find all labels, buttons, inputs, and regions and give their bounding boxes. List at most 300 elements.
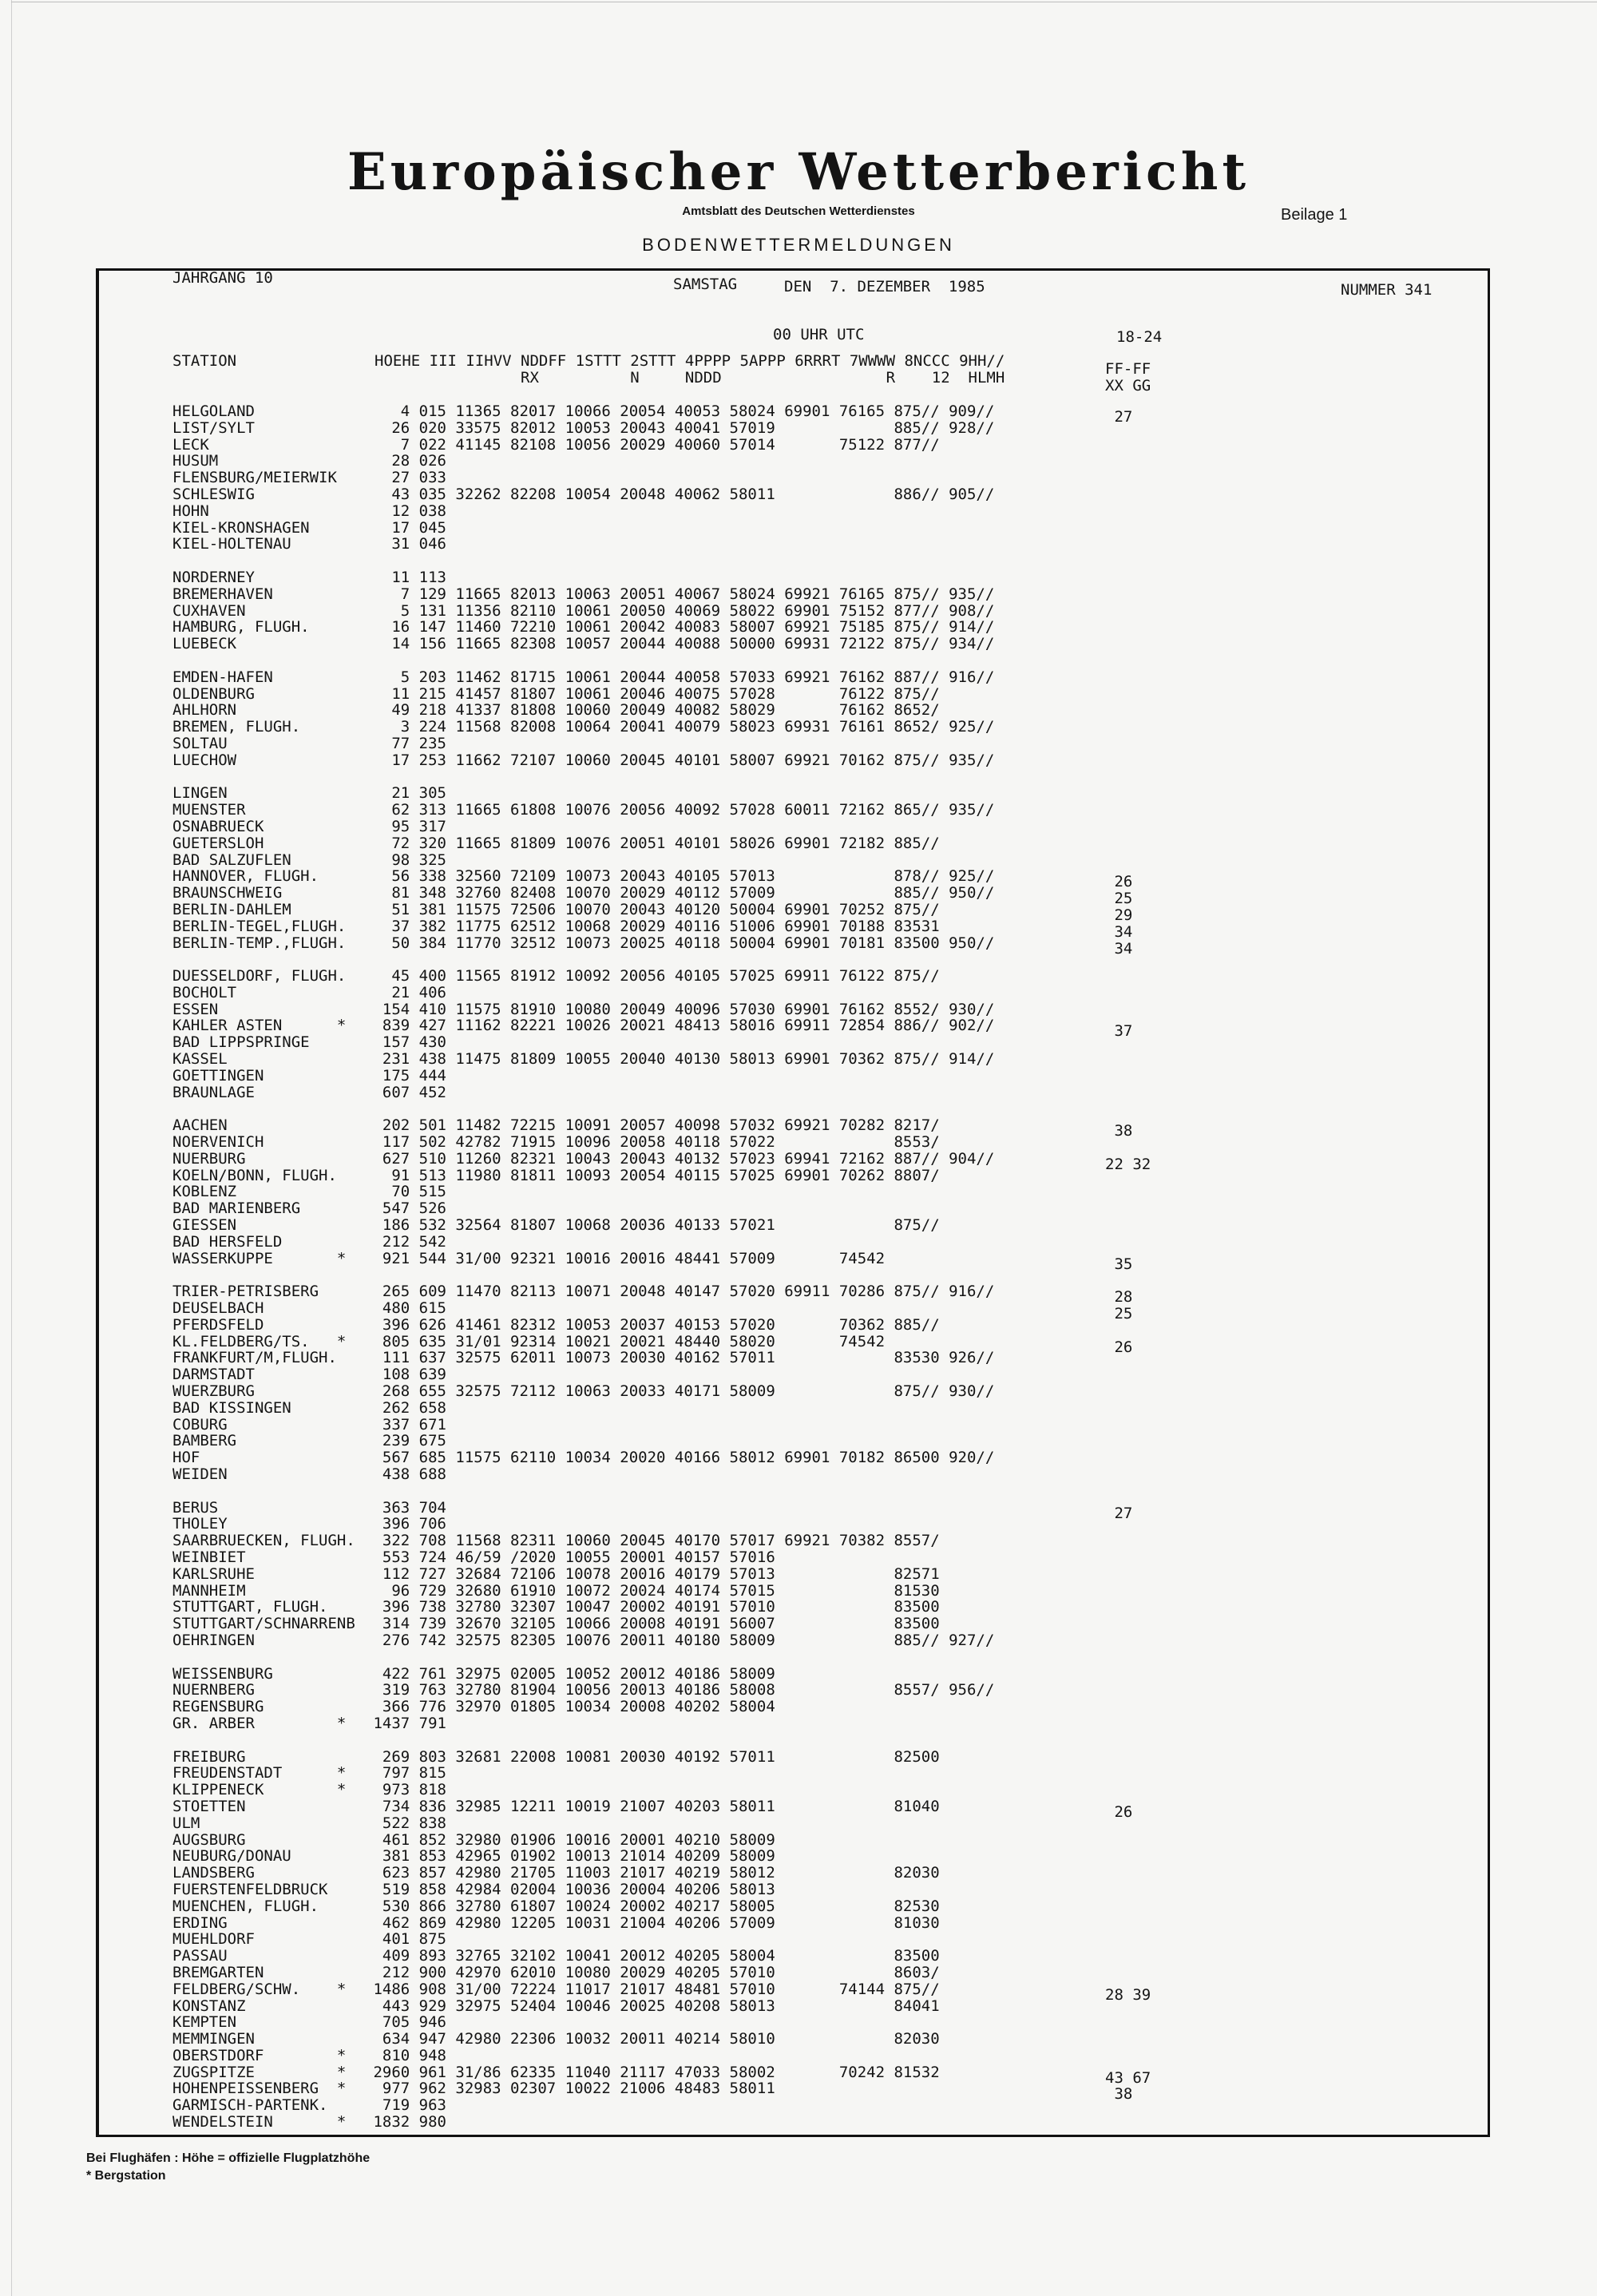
station-extra: [1105, 1687, 1169, 1704]
station-name: MANNHEIM: [172, 1581, 246, 1600]
station-name: BAD MARIENBERG: [172, 1200, 301, 1218]
station-extra: 27: [1105, 408, 1133, 426]
station-data: 27 033: [364, 469, 446, 487]
station-name: BAD KISSINGEN: [172, 1398, 291, 1417]
station-name: [172, 652, 364, 669]
station-name: PASSAU: [172, 1947, 228, 1965]
station-data: 1437 791: [364, 1714, 446, 1732]
station-name: GIESSEN: [172, 1216, 237, 1235]
station-name: NUERNBERG: [172, 1681, 255, 1699]
station-data: 314 739 32670 32105 10066 20008 40191 56007 83500: [364, 1615, 940, 1633]
station-data: 49 218 41337 81808 10060 20049 40082 58029 76162 8652/: [364, 701, 940, 720]
station-extra: [1105, 2103, 1169, 2120]
station-column-header: STATION: [172, 352, 237, 370]
station-extra: [1105, 1489, 1169, 1505]
extra-columns-header-line1: FF-FF: [1105, 360, 1151, 378]
station-name: BRAUNSCHWEIG: [172, 884, 283, 902]
station-extra: [1105, 2020, 1169, 2036]
station-name: CUXHAVEN: [172, 601, 246, 620]
station-data: 31 046: [364, 535, 446, 553]
station-data: 1486 908 31/00 72224 11017 21017 48481 57010 74144 875//: [364, 1980, 940, 1998]
station-data: 62 313 11665 61808 10076 20056 40092 57028 60011 72162 865// 935//: [364, 801, 995, 819]
station-data: [364, 951, 1103, 968]
mountain-station-footnote: * Bergstation: [86, 2169, 166, 2183]
station-data: 11 215 41457 81807 10061 20046 40075 57028 76122 875//: [364, 684, 940, 703]
station-data: 810 948: [364, 2046, 446, 2064]
station-name: COBURG: [172, 1415, 228, 1434]
station-name-column: [172, 403, 364, 2131]
station-data: 21 305: [364, 784, 446, 803]
station-data: 72 320 11665 81809 10076 20051 40101 58026 69901 72182 885//: [364, 834, 940, 852]
station-name: HELGOLAND: [172, 402, 255, 420]
station-name: FELDBERG/SCHW. *: [172, 1980, 347, 1998]
station-name: [172, 1732, 364, 1749]
station-extra: [1105, 1007, 1169, 1024]
station-data: 547 526: [364, 1200, 446, 1218]
station-name: KAHLER ASTEN *: [172, 1017, 347, 1035]
station-extra: [1105, 1854, 1169, 1870]
station-name: ESSEN: [172, 1000, 219, 1018]
station-data: 231 438 11475 81809 10055 20040 40130 58013 69901 70362 875// 914//: [364, 1050, 995, 1069]
date-label: DEN 7. DEZEMBER 1985: [784, 278, 985, 295]
station-data: 262 658: [364, 1398, 446, 1417]
station-extra: [1105, 841, 1169, 858]
station-name: FREUDENSTADT *: [172, 1764, 347, 1782]
station-extra: [1105, 658, 1169, 675]
station-extra: [1105, 758, 1169, 775]
station-data: [364, 1649, 1103, 1666]
station-extra: [1105, 1106, 1169, 1123]
station-name: BERLIN-TEMP.,FLUGH.: [172, 934, 347, 952]
station-name: LECK: [172, 435, 209, 454]
station-data: 401 875: [364, 1930, 446, 1949]
station-data: 7 129 11665 82013 10063 20051 40067 58024 69921 76165 875// 935//: [364, 585, 995, 603]
binding-edge: [0, 0, 12, 2296]
station-name: DARMSTADT: [172, 1366, 255, 1384]
station-name: LIST/SYLT: [172, 418, 255, 437]
station-extra: [1105, 1604, 1169, 1621]
station-data: 797 815: [364, 1764, 446, 1782]
station-extra: [1105, 741, 1169, 758]
station-extra: [1105, 509, 1169, 525]
station-data: 839 427 11162 82221 10026 20021 48413 58016 69911 72854 886// 902//: [364, 1017, 995, 1035]
station-name: HOHN: [172, 502, 209, 520]
station-data: [364, 1100, 1103, 1117]
station-name: LUECHOW: [172, 751, 237, 769]
station-extra: [1105, 475, 1169, 492]
station-data: 396 738 32780 32307 10047 20002 40191 57010 83500: [364, 1598, 940, 1616]
station-extra: [1105, 2120, 1169, 2136]
station-name: KASSEL: [172, 1050, 228, 1069]
station-data: 157 430: [364, 1033, 446, 1052]
station-data: [364, 1483, 1103, 1500]
station-name: SOLTAU: [172, 734, 228, 752]
station-data: 91 513 11980 81811 10093 20054 40115 57025 69901 70262 8807/: [364, 1166, 940, 1184]
station-name: [172, 1100, 364, 1117]
station-name: BAD HERSFELD: [172, 1232, 283, 1251]
station-name: STUTTGART, FLUGH.: [172, 1598, 328, 1616]
station-extra: [1105, 1455, 1169, 1472]
station-extra: [1105, 1621, 1169, 1638]
station-name: BRAUNLAGE: [172, 1083, 255, 1101]
station-data: 553 724 46/59 /2020 10055 20001 40157 57016: [364, 1548, 775, 1566]
station-name: KLIPPENECK *: [172, 1781, 347, 1799]
station-name: ULM: [172, 1814, 200, 1832]
station-name: BREMEN, FLUGH.: [172, 718, 301, 736]
station-data: 921 544 31/00 92321 10016 20016 48441 57009 74542: [364, 1249, 886, 1267]
station-extra: [1105, 824, 1169, 841]
station-extra: [1105, 1755, 1169, 1771]
section-heading: BODENWETTERMELDUNGEN: [642, 235, 955, 255]
station-data: 45 400 11565 81912 10092 20056 40105 57025 69911 76122 875//: [364, 967, 940, 985]
station-extra: [1105, 1771, 1169, 1787]
station-extra: 38: [1105, 2085, 1133, 2104]
station-extra: [1105, 442, 1169, 459]
station-name: OEHRINGEN: [172, 1631, 255, 1649]
station-name: FUERSTENFELDBRUCK: [172, 1880, 328, 1898]
station-extra: [1105, 1970, 1169, 1987]
station-extra: [1105, 1937, 1169, 1953]
station-extra: [1105, 858, 1169, 874]
station-extra: [1105, 791, 1169, 807]
station-name: ERDING: [172, 1913, 228, 1932]
station-name: MUENSTER: [172, 801, 246, 819]
station-data: 56 338 32560 72109 10073 20043 40105 57013 878// 925//: [364, 867, 995, 886]
station-name: WEIDEN: [172, 1465, 228, 1483]
station-data: 50 384 11770 32512 10073 20025 40118 50004 69901 70181 83500 950//: [364, 934, 995, 952]
station-name: NOERVENICH: [172, 1133, 264, 1152]
weekday-label: SAMSTAG: [673, 276, 738, 293]
station-data: 623 857 42980 21705 11003 21017 40219 58012 82030: [364, 1864, 940, 1882]
station-data: 112 727 32684 72106 10078 20016 40179 57013 82571: [364, 1564, 940, 1583]
station-extra: [1105, 1355, 1169, 1372]
station-name: KIEL-HOLTENAU: [172, 535, 291, 553]
station-name: LANDSBERG: [172, 1864, 255, 1882]
station-name: [172, 1267, 364, 1283]
station-data: 51 381 11575 72506 10070 20043 40120 50004 69901 70252 875//: [364, 900, 940, 918]
station-extra: [1105, 775, 1169, 791]
station-data: 366 776 32970 01805 10034 20008 40202 58004: [364, 1698, 775, 1716]
station-data: 17 045: [364, 518, 446, 537]
station-extra: 29: [1105, 906, 1133, 924]
station-name: BOCHOLT: [172, 983, 237, 1001]
station-extra: 37: [1105, 1022, 1133, 1041]
station-extra: 35: [1105, 1255, 1133, 1273]
station-name: OBERSTDORF *: [172, 2046, 347, 2064]
station-extra: [1105, 1572, 1169, 1588]
station-data: 2960 961 31/86 62335 11040 21117 47033 58002 70242 81532: [364, 2063, 940, 2081]
station-extra: [1105, 575, 1169, 592]
station-data: 77 235: [364, 734, 446, 752]
station-data: 95 317: [364, 817, 446, 835]
station-extra: [1105, 625, 1169, 641]
station-data: 269 803 32681 22008 10081 20030 40192 57011 82500: [364, 1747, 940, 1766]
station-extra: [1105, 458, 1169, 475]
station-name: KOELN/BONN, FLUGH.: [172, 1166, 337, 1184]
station-extra: [1105, 807, 1169, 824]
station-extra: 27: [1105, 1504, 1133, 1522]
station-data: 5 203 11462 81715 10061 20044 40058 57033 69921 76162 887// 916//: [364, 668, 995, 686]
station-name: NEUBURG/DONAU: [172, 1847, 291, 1866]
station-extra: 26: [1105, 1338, 1133, 1356]
station-extra: [1105, 1322, 1169, 1339]
station-extra: [1105, 1655, 1169, 1671]
publisher-subtitle: Amtsblatt des Deutschen Wetterdienstes: [682, 204, 915, 218]
station-data: 212 542: [364, 1232, 446, 1251]
station-name: REGENSBURG: [172, 1698, 264, 1716]
station-extra: 34: [1105, 922, 1133, 941]
station-extra: [1105, 492, 1169, 509]
station-name: [172, 553, 364, 569]
station-name: NUERBURG: [172, 1149, 246, 1168]
station-data: 96 729 32680 61910 10072 20024 40174 57015 81530: [364, 1581, 940, 1600]
station-name: HAMBURG, FLUGH.: [172, 618, 310, 636]
station-name: WUERZBURG: [172, 1382, 255, 1401]
station-extra: 34: [1105, 939, 1133, 958]
station-name: SCHLESWIG: [172, 485, 255, 503]
station-extra: 26: [1105, 873, 1133, 891]
volume-label: JAHRGANG 10: [172, 269, 273, 287]
station-name: GUETERSLOH: [172, 834, 264, 852]
station-name: AUGSBURG: [172, 1830, 246, 1849]
station-data: [364, 769, 1103, 786]
station-extra: [1105, 592, 1169, 609]
station-extra: 22 32: [1105, 1155, 1151, 1173]
station-data: [364, 1267, 1103, 1283]
station-extra: [1105, 1870, 1169, 1887]
station-data: 154 410 11575 81910 10080 20049 40096 57030 69901 76162 8552/ 930//: [364, 1000, 995, 1018]
station-extra: [1105, 1904, 1169, 1921]
station-extra: [1105, 426, 1169, 442]
station-name: KIEL-KRONSHAGEN: [172, 518, 310, 537]
code-columns-header-line2: RX N NDDD R 12 HLMH: [374, 369, 1005, 387]
station-extra: [1105, 1887, 1169, 1904]
station-extra: [1105, 541, 1169, 558]
station-name: KEMPTEN: [172, 2013, 237, 2032]
station-name: AACHEN: [172, 1116, 228, 1135]
station-name: TRIER-PETRISBERG: [172, 1283, 319, 1301]
extra-period-label: 18-24: [1116, 328, 1163, 346]
station-name: MUEHLDORF: [172, 1930, 255, 1949]
station-extra: [1105, 609, 1169, 625]
station-name: WASSERKUPPE *: [172, 1249, 347, 1267]
supplement-label: Beilage 1: [1281, 206, 1348, 224]
station-data: 973 818: [364, 1781, 446, 1799]
station-name: FREIBURG: [172, 1747, 246, 1766]
station-extra: [1105, 1057, 1169, 1073]
station-name: GOETTINGEN: [172, 1066, 264, 1085]
station-data: 4 015 11365 82017 10066 20054 40053 58024 69901 76165 875// 909//: [364, 402, 995, 420]
station-extra: [1105, 1472, 1169, 1489]
station-extra: [1105, 708, 1169, 724]
station-data: 443 929 32975 52404 10046 20025 40208 58013 84041: [364, 1997, 940, 2015]
station-data: 175 444: [364, 1066, 446, 1085]
station-extra: 26: [1105, 1802, 1133, 1821]
station-extra: [1105, 675, 1169, 692]
station-name: DEUSELBACH: [172, 1299, 264, 1318]
station-name: BAD SALZUFLEN: [172, 851, 291, 869]
station-name: BAD LIPPSPRINGE: [172, 1033, 310, 1052]
station-name: MEMMINGEN: [172, 2030, 255, 2048]
station-data: 268 655 32575 72112 10063 20033 40171 58009 875// 930//: [364, 1382, 995, 1401]
station-name: WEISSENBURG: [172, 1664, 273, 1683]
station-extra: [1105, 2004, 1169, 2020]
station-extra: 25: [1105, 1305, 1133, 1323]
station-name: EMDEN-HAFEN: [172, 668, 273, 686]
station-data: 337 671: [364, 1415, 446, 1434]
station-extra: [1105, 1838, 1169, 1854]
station-name: NORDERNEY: [172, 568, 255, 586]
station-extra: [1105, 1073, 1169, 1090]
station-name: WENDELSTEIN *: [172, 2113, 347, 2131]
station-name: STUTTGART/SCHNARRENB: [172, 1615, 355, 1633]
station-name: LINGEN: [172, 784, 228, 803]
station-data: 530 866 32780 61807 10024 20002 40217 58005 82530: [364, 1897, 940, 1915]
station-extra: [1105, 2036, 1169, 2053]
station-name: BREMGARTEN: [172, 1963, 264, 1981]
station-name: KONSTANZ: [172, 1997, 246, 2015]
station-extra: [1105, 1272, 1169, 1289]
station-data: 16 147 11460 72210 10061 20042 40083 58007 69921 75185 875// 914//: [364, 618, 995, 636]
station-extra: [1105, 1173, 1169, 1190]
station-data: 607 452: [364, 1083, 446, 1101]
station-name: BERLIN-DAHLEM: [172, 900, 291, 918]
station-name: AHLHORN: [172, 701, 237, 720]
station-data: 28 026: [364, 452, 446, 470]
station-data-column: [364, 403, 1103, 2131]
station-extra: [1105, 1521, 1169, 1538]
station-data: 519 858 42984 02004 10036 20004 40206 58013: [364, 1880, 775, 1898]
station-extra: [1105, 1223, 1169, 1239]
airport-footnote: Bei Flughäfen : Höhe = offizielle Flugplatzhöhe: [86, 2151, 371, 2165]
station-extra: [1105, 692, 1169, 708]
station-name: [172, 1649, 364, 1666]
station-data: 202 501 11482 72215 10091 20057 40098 57032 69921 70282 8217/: [364, 1116, 940, 1135]
station-data: 239 675: [364, 1432, 446, 1450]
station-extra: [1105, 1422, 1169, 1439]
station-name: [172, 769, 364, 786]
station-extra: [1105, 641, 1169, 658]
station-data: 111 637 32575 62011 10073 20030 40162 57011 83530 926//: [364, 1349, 995, 1367]
station-extra: [1105, 1090, 1169, 1107]
station-data: 3 224 11568 82008 10064 20041 40079 58023 69931 76161 8652/ 925//: [364, 718, 995, 736]
station-extra: [1105, 1189, 1169, 1206]
station-name: WEINBIET: [172, 1548, 246, 1566]
station-extra: [1105, 1239, 1169, 1256]
station-data: 37 382 11775 62512 10068 20029 40116 51006 69901 70188 83531: [364, 917, 940, 935]
station-name: STOETTEN: [172, 1797, 246, 1815]
station-extra: [1105, 1040, 1169, 1057]
station-name: BAMBERG: [172, 1432, 237, 1450]
extra-columns-header-line2: XX GG: [1105, 377, 1151, 395]
station-data: 14 156 11665 82308 10057 20044 40088 50000 69931 72122 875// 934//: [364, 635, 995, 653]
station-data: 17 253 11662 72107 10060 20045 40101 58007 69921 70162 875// 935//: [364, 751, 995, 769]
station-name: MUENCHEN, FLUGH.: [172, 1897, 319, 1915]
station-data: 21 406: [364, 983, 446, 1001]
station-extra: [1105, 1671, 1169, 1688]
station-data: 276 742 32575 82305 10076 20011 40180 58009 885// 927//: [364, 1631, 995, 1649]
station-name: KARLSRUHE: [172, 1564, 255, 1583]
station-data: 212 900 42970 62010 10080 20029 40205 57010 8603/: [364, 1963, 940, 1981]
station-name: FRANKFURT/M,FLUGH.: [172, 1349, 337, 1367]
station-data: 567 685 11575 62110 10034 20020 40166 58012 69901 70182 86500 920//: [364, 1449, 995, 1467]
station-extra: [1105, 1372, 1169, 1389]
station-data: 319 763 32780 81904 10056 20013 40186 58008 8557/ 956//: [364, 1681, 995, 1699]
station-name: HANNOVER, FLUGH.: [172, 867, 319, 886]
station-name: OSNABRUECK: [172, 817, 264, 835]
code-columns-header-line1: HOEHE III IIHVV NDDFF 1STTT 2STTT 4PPPP 5APPP 6RRRT 7WWWW 8NCCC 9HH//: [374, 352, 1005, 370]
station-extra: [1105, 1389, 1169, 1406]
station-name: BERLIN-TEGEL,FLUGH.: [172, 917, 347, 935]
bulletin-title: Europäischer Wetterbericht: [347, 142, 1250, 202]
station-extra: [1105, 957, 1169, 974]
station-data: 719 963: [364, 2096, 446, 2115]
station-data: [364, 652, 1103, 669]
station-data: 634 947 42980 22306 10032 20011 40214 58010 82030: [364, 2030, 940, 2048]
station-name: BERUS: [172, 1498, 219, 1517]
station-name: KL.FELDBERG/TS. *: [172, 1332, 347, 1350]
station-extra: [1105, 1538, 1169, 1555]
station-extra: [1105, 1638, 1169, 1655]
station-name: PFERDSFELD: [172, 1315, 264, 1334]
station-extra: 43 67: [1105, 2068, 1151, 2087]
station-name: SAARBRUECKEN, FLUGH.: [172, 1532, 355, 1550]
station-name: LUEBECK: [172, 635, 237, 653]
station-extra: [1105, 1821, 1169, 1838]
station-data: 805 635 31/01 92314 10021 20021 48440 58020 74542: [364, 1332, 886, 1350]
station-extra: [1105, 558, 1169, 575]
station-extra: [1105, 1704, 1169, 1721]
station-data: 70 515: [364, 1183, 446, 1201]
station-data: 5 131 11356 82110 10061 20050 40069 58022 69901 75152 877// 908//: [364, 601, 995, 620]
station-data: 43 035 32262 82208 10054 20048 40062 58011 886// 905//: [364, 485, 995, 503]
station-extra: 38: [1105, 1122, 1133, 1140]
station-extra: 28 39: [1105, 1985, 1151, 2004]
station-extra: [1105, 2053, 1169, 2070]
station-name: HOF: [172, 1449, 200, 1467]
station-name: HUSUM: [172, 452, 219, 470]
station-extra: [1105, 1555, 1169, 1572]
station-data: [364, 1732, 1103, 1749]
station-data: 409 893 32765 32102 10041 20012 40205 58004 83500: [364, 1947, 940, 1965]
station-name: BREMERHAVEN: [172, 585, 273, 603]
station-data: 11 113: [364, 568, 446, 586]
station-extra: 25: [1105, 890, 1133, 908]
station-extra: [1105, 724, 1169, 741]
station-name: [172, 1483, 364, 1500]
station-data: 363 704: [364, 1498, 446, 1517]
station-extra: [1105, 990, 1169, 1007]
station-data: 627 510 11260 82321 10043 20043 40132 57023 69941 72162 887// 904//: [364, 1149, 995, 1168]
station-data: [364, 553, 1103, 569]
station-data: 322 708 11568 82311 10060 20045 40170 57017 69921 70382 8557/: [364, 1532, 940, 1550]
station-data: 7 022 41145 82108 10056 20029 40060 57014 75122 877//: [364, 435, 940, 454]
station-extra: [1105, 1921, 1169, 1937]
station-data: 186 532 32564 81807 10068 20036 40133 57021 875//: [364, 1216, 940, 1235]
station-name: [172, 951, 364, 968]
station-extra: [1105, 1787, 1169, 1804]
station-name: HOHENPEISSENBERG *: [172, 2080, 347, 2098]
station-data: 108 639: [364, 1366, 446, 1384]
station-data: 462 869 42980 12205 10031 21004 40206 57009 81030: [364, 1913, 940, 1932]
station-extra: 28: [1105, 1288, 1133, 1307]
station-extra: [1105, 1438, 1169, 1455]
station-data: 705 946: [364, 2013, 446, 2032]
station-data: 12 038: [364, 502, 446, 520]
station-data: 396 706: [364, 1515, 446, 1533]
station-data: 396 626 41461 82312 10053 20037 40153 57020 70362 885//: [364, 1315, 940, 1334]
station-extra: [1105, 1738, 1169, 1755]
